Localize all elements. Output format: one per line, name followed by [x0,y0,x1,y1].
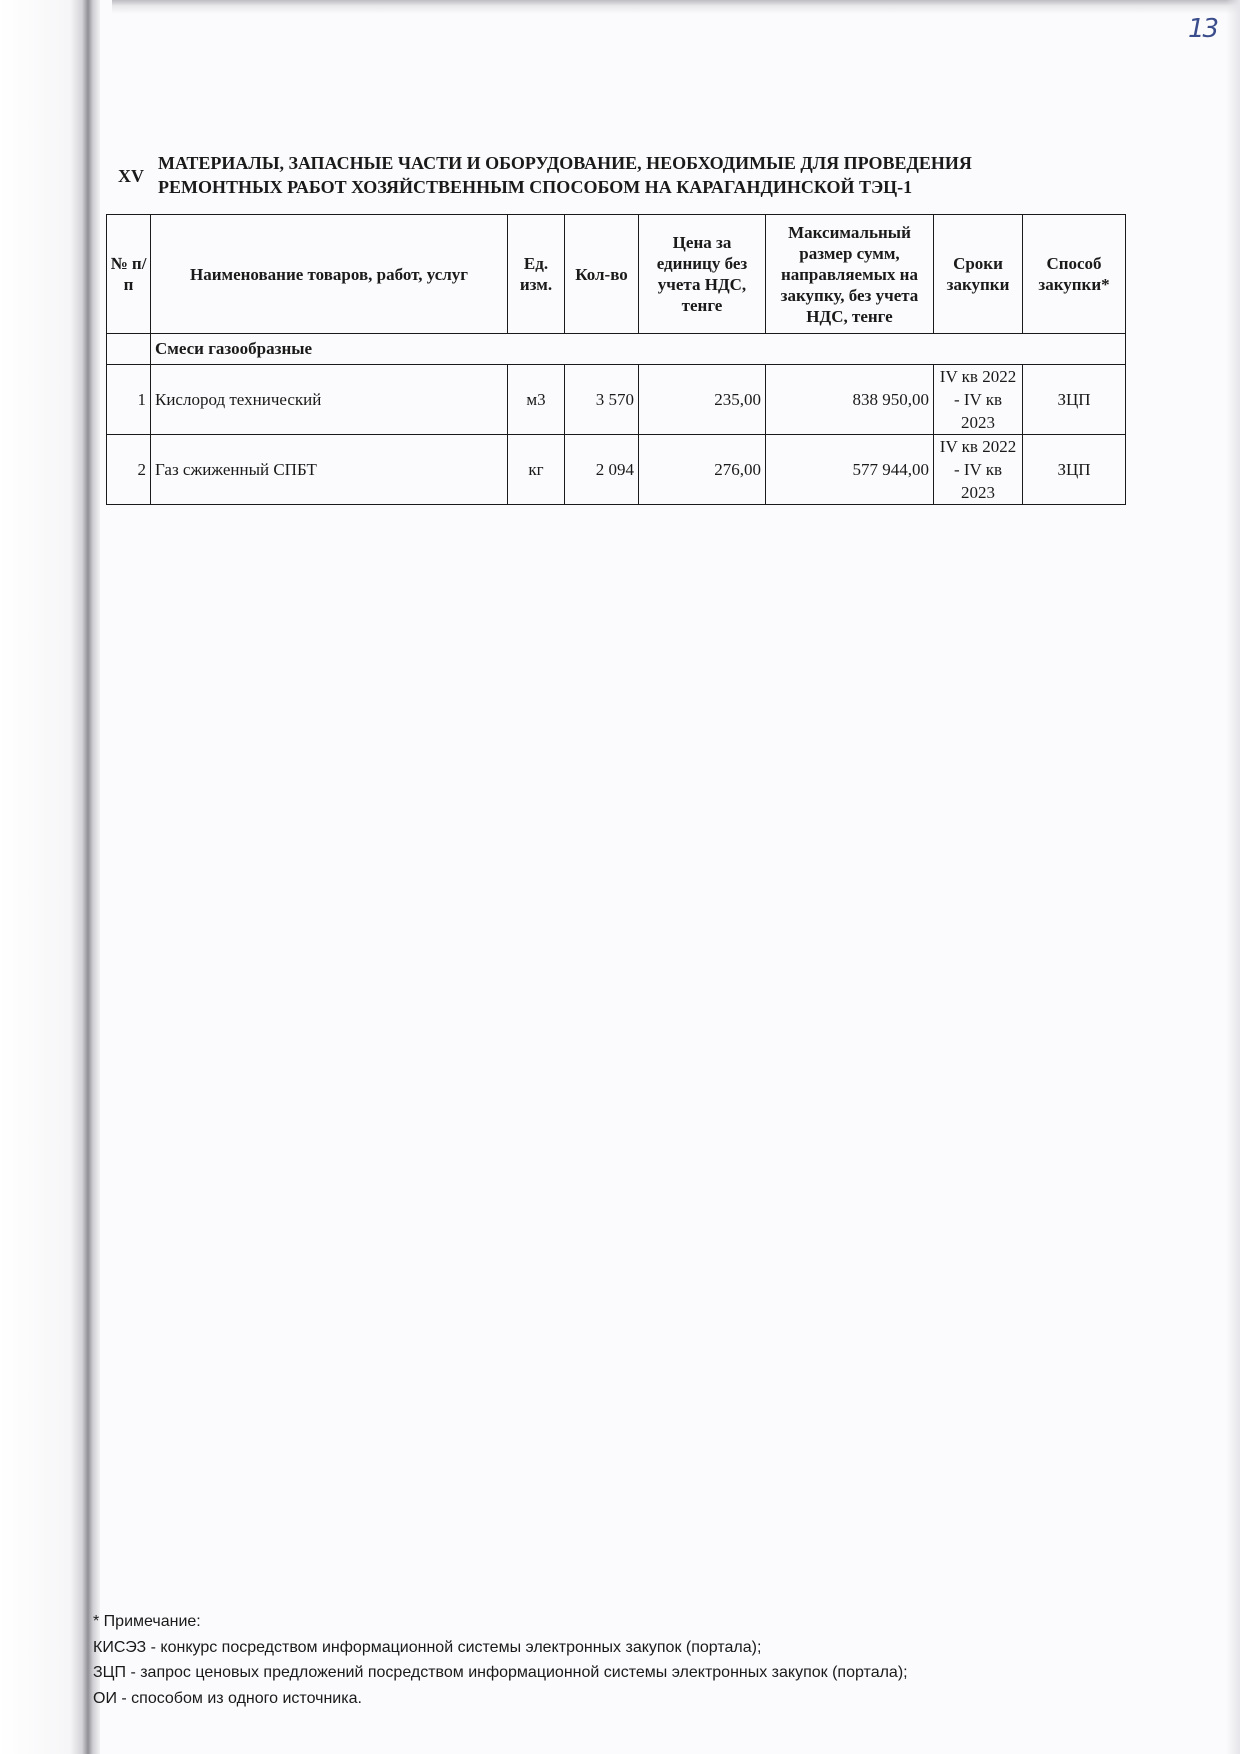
table-row [107,365,1126,435]
handwritten-page-number: 13 [1188,14,1218,44]
header-method: Способ закупки* [1023,215,1126,334]
row-method: ЗЦП [1023,365,1126,435]
row-num: 2 [107,435,151,505]
procurement-table [106,214,1126,505]
group-name: Смеси газообразные [151,334,1126,365]
scan-right-edge [1226,0,1240,1754]
section-heading [118,151,1108,205]
header-price: Цена за единицу без учета НДС, тенге [639,215,766,334]
row-name: Газ сжиженный СПБТ [151,435,508,505]
row-qty: 3 570 [565,365,639,435]
table-row [107,435,1126,505]
row-max-sum: 577 944,00 [766,435,934,505]
footnote-line: КИСЭЗ - конкурс посредством информационной системы электронных закупок (портала); [93,1638,762,1656]
row-num: 1 [107,365,151,435]
row-terms: IV кв 2022 - IV кв 2023 [934,365,1023,435]
row-qty: 2 094 [565,435,639,505]
scan-binding-shadow [0,0,100,1754]
header-max-sum: Максимальный размер сумм, направляемых на закупку, без учета НДС, тенге [766,215,934,334]
footnote-line: ОИ - способом из одного источника. [93,1689,362,1707]
header-terms: Сроки закупки [934,215,1023,334]
section-title: МАТЕРИАЛЫ, ЗАПАСНЫЕ ЧАСТИ И ОБОРУДОВАНИЕ, НЕОБХОДИМЫЕ ДЛЯ ПРОВЕДЕНИЯ РЕМОНТНЫХ РАБОТ ХОЗЯЙСТВЕННЫМ СПОСОБОМ НА КАРАГАНДИНСКОЙ ТЭЦ-1 [158,153,972,197]
row-price: 276,00 [639,435,766,505]
group-num-cell [107,334,151,365]
table-group-row [107,334,1126,365]
header-unit: Ед. изм. [508,215,565,334]
row-unit: м3 [508,365,565,435]
footnote-title: * Примечание: [93,1613,201,1630]
header-num: № п/п [107,215,151,334]
section-roman-numeral: XV [118,166,144,186]
footnote [93,1609,1093,1711]
row-max-sum: 838 950,00 [766,365,934,435]
header-qty: Кол-во [565,215,639,334]
footnote-line: ЗЦП - запрос ценовых предложений посредством информационной системы электронных закупок (портала); [93,1664,908,1681]
row-price: 235,00 [639,365,766,435]
table-header-row [107,215,1126,334]
row-terms: IV кв 2022 - IV кв 2023 [934,435,1023,505]
row-unit: кг [508,435,565,505]
row-method: ЗЦП [1023,435,1126,505]
scan-top-edge [112,0,1240,14]
header-name: Наименование товаров, работ, услуг [151,215,508,334]
row-name: Кислород технический [151,365,508,435]
